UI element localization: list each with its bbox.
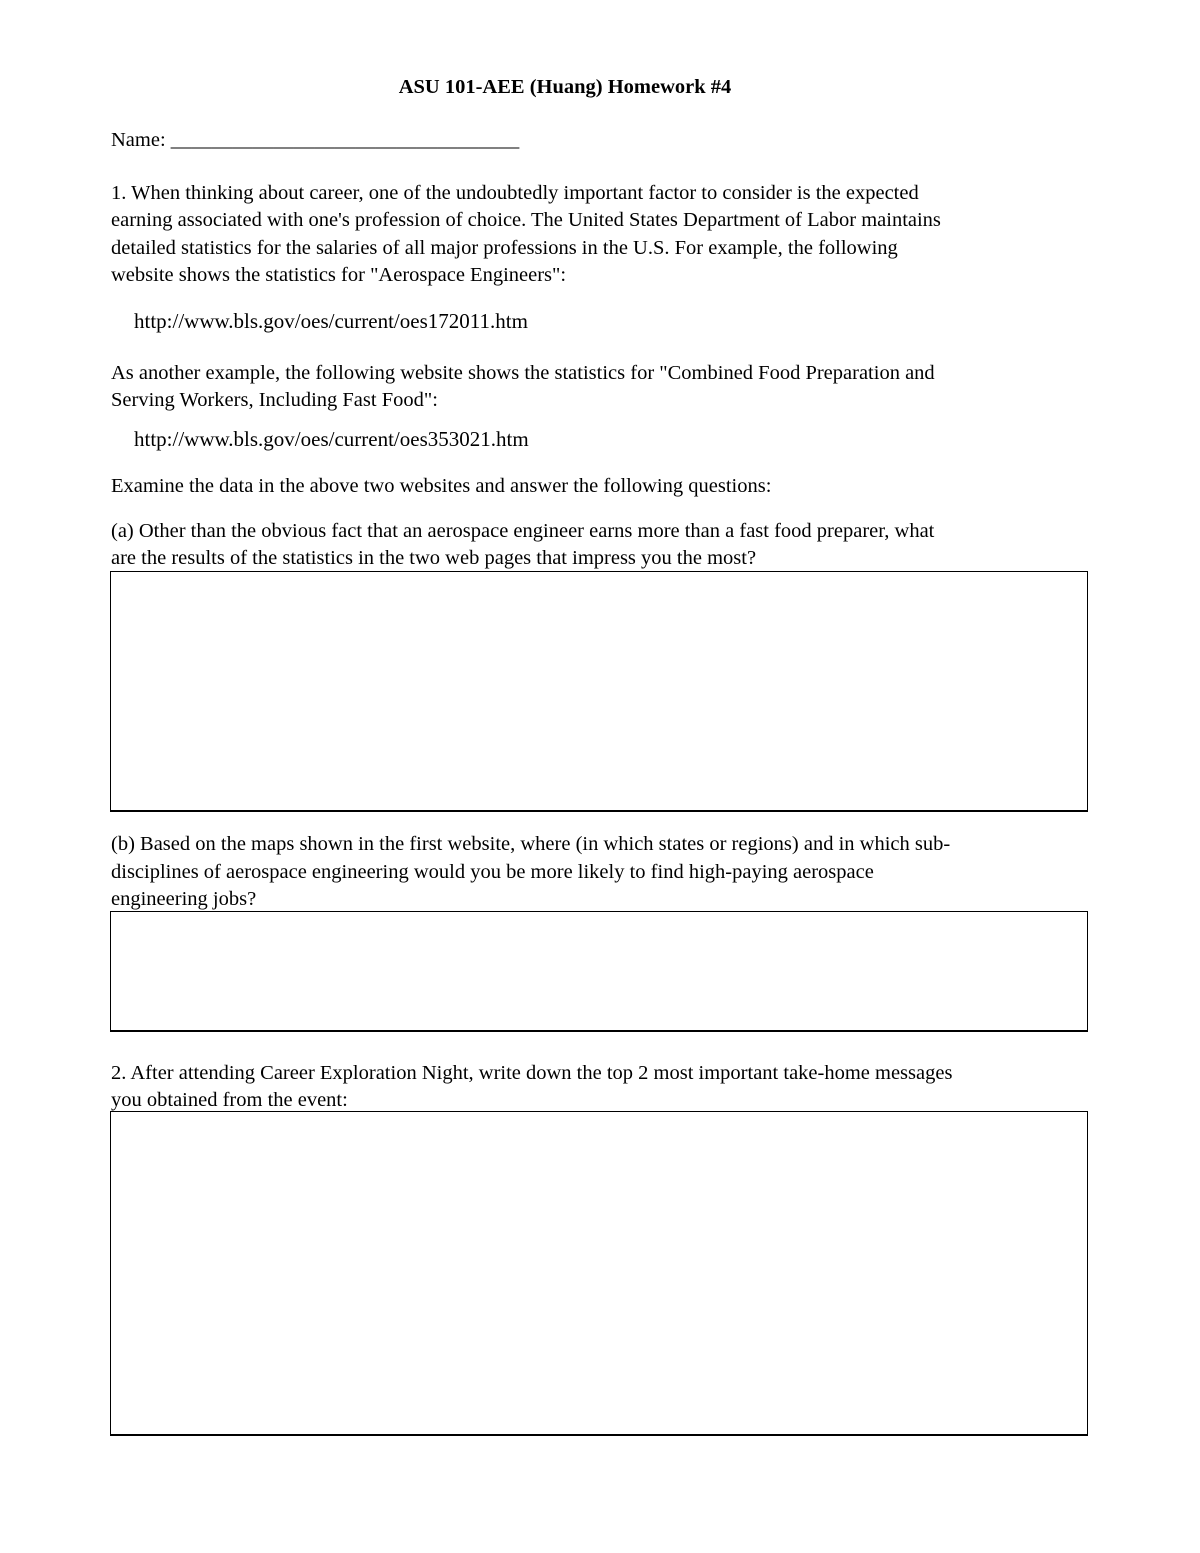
answer-box-part-a[interactable] — [110, 571, 1088, 812]
another-example-line-2: Serving Workers, Including Fast Food": — [111, 389, 438, 411]
part-b-line-1: (b) Based on the maps shown in the first website, where (in which states or regions) and in which sub- — [111, 833, 951, 855]
question-1-line-2: earning associated with one's profession of choice. The United States Department of Labor maintains — [111, 209, 941, 231]
name-field-label: Name: __________________________________ — [111, 129, 520, 151]
part-b-line-2: disciplines of aerospace engineering would you be more likely to find high-paying aerospace — [111, 861, 874, 883]
url-food-preparation: http://www.bls.gov/oes/current/oes353021.htm — [134, 427, 529, 451]
examine-instruction: Examine the data in the above two websites and answer the following questions: — [111, 475, 772, 497]
question-1-line-4: website shows the statistics for "Aerospace Engineers": — [111, 264, 567, 286]
question-2-line-1: 2. After attending Career Exploration Night, write down the top 2 most important take-home messages — [111, 1062, 953, 1084]
answer-box-question-2[interactable] — [110, 1111, 1088, 1436]
answer-box-part-b[interactable] — [110, 911, 1088, 1032]
part-a-line-2: are the results of the statistics in the two web pages that impress you the most? — [111, 547, 757, 569]
part-b-line-3: engineering jobs? — [111, 888, 257, 910]
url-aerospace-engineers: http://www.bls.gov/oes/current/oes172011.htm — [134, 309, 528, 333]
question-1-line-3: detailed statistics for the salaries of all major professions in the U.S. For example, the following — [111, 237, 898, 259]
another-example-line-1: As another example, the following website shows the statistics for "Combined Food Preparation and — [111, 362, 935, 384]
page-title: ASU 101-AEE (Huang) Homework #4 — [398, 76, 732, 98]
part-a-line-1: (a) Other than the obvious fact that an aerospace engineer earns more than a fast food preparer, what — [111, 520, 935, 542]
question-2-line-2: you obtained from the event: — [111, 1089, 348, 1111]
question-1-line-1: 1. When thinking about career, one of the undoubtedly important factor to consider is the expected — [111, 182, 919, 204]
